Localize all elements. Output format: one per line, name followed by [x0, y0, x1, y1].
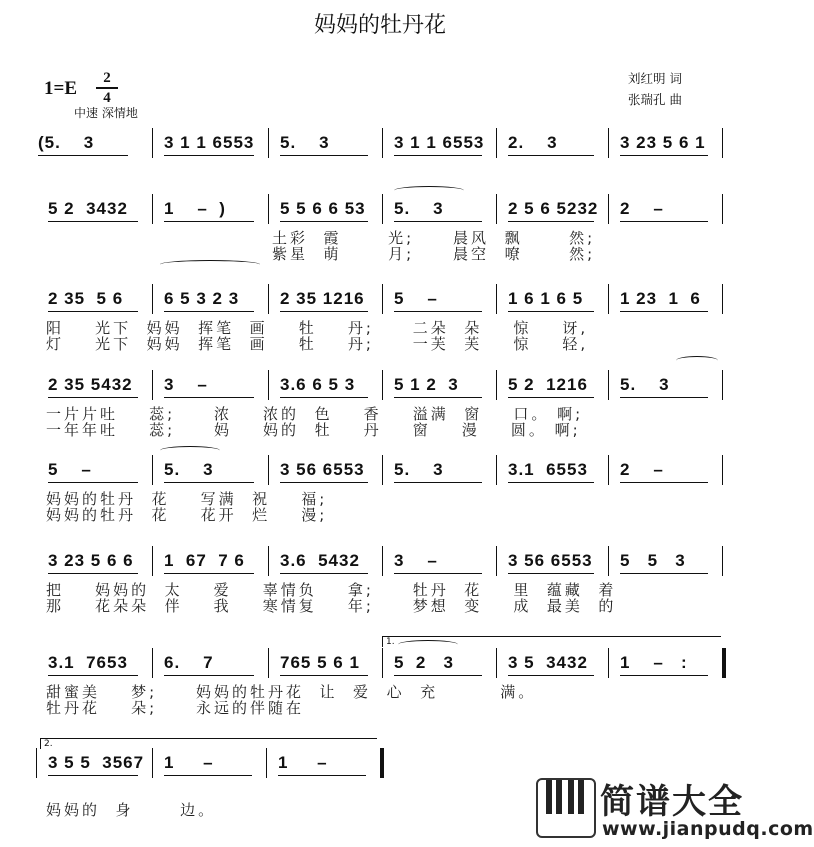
- beam: [48, 775, 138, 776]
- measure: 5. 3: [164, 460, 214, 479]
- measure: 1 67 7 6: [164, 551, 245, 570]
- beam: [508, 482, 594, 483]
- measure: 5. 3: [280, 133, 330, 152]
- measure: 5 1 2 3: [394, 375, 459, 394]
- measure: 5 5 6 6 53: [280, 199, 366, 218]
- beam: [48, 482, 138, 483]
- lyric-line: 妈妈的牡丹 花 写满 祝 福;: [46, 490, 328, 508]
- beam: [394, 311, 482, 312]
- logo-url: www.jianpudq.com: [602, 818, 814, 840]
- measure: 1 6 1 6 5: [508, 289, 584, 308]
- measure: 2. 3: [508, 133, 558, 152]
- measure: 5 2 3432: [48, 199, 128, 218]
- measure: 5 –: [394, 289, 438, 308]
- lyric-line: 妈妈的 身 边。: [46, 801, 217, 819]
- time-signature: [96, 70, 118, 106]
- measure: 3 1 1 6553: [164, 133, 255, 152]
- barline: [722, 455, 723, 485]
- beam: [48, 397, 138, 398]
- measure: 3.1 6553: [508, 460, 588, 479]
- measure: 3 5 5 3567: [48, 753, 145, 772]
- barline: [152, 455, 153, 485]
- beam: [280, 675, 368, 676]
- barline: [608, 194, 609, 224]
- lyric-line: 牡丹花 朵; 永远的伴随在: [46, 699, 304, 717]
- beam: [508, 397, 594, 398]
- barline: [722, 648, 726, 678]
- barline: [608, 370, 609, 400]
- lyric-line: 把 妈妈的 太 爱 辜情负 拿; 牡丹 花 里 蕴藏 着: [46, 581, 617, 599]
- barline: [722, 194, 723, 224]
- barline: [496, 455, 497, 485]
- beam: [394, 573, 482, 574]
- beam: [620, 311, 708, 312]
- barline: [152, 748, 153, 778]
- beam: [164, 775, 252, 776]
- barline: [496, 194, 497, 224]
- beam: [48, 573, 138, 574]
- logo-name: 简谱大全: [600, 782, 744, 822]
- lyric-line: 阳 光下 妈妈 挥笔 画 牡 丹; 二朵 朵 惊 讶,: [46, 319, 589, 337]
- measure: 5 –: [48, 460, 92, 479]
- beam: [394, 155, 482, 156]
- beam: [164, 482, 254, 483]
- tempo-marking: 中速 深情地: [74, 106, 138, 120]
- lyric-line: 土彩 霞 光; 晨风 飘 然;: [272, 229, 596, 247]
- lyricist-credit: 刘红明 词: [628, 71, 682, 86]
- barline: [152, 370, 153, 400]
- barline: [152, 284, 153, 314]
- beam: [48, 311, 138, 312]
- measure: 3 23 5 6 1: [620, 133, 706, 152]
- barline: [722, 370, 723, 400]
- barline: [268, 546, 269, 576]
- beam: [164, 221, 254, 222]
- barline: [382, 648, 383, 678]
- barline: [382, 284, 383, 314]
- measure: 5 2 3: [394, 653, 454, 672]
- lyric-line: 一片片吐 蕊; 浓 浓的 色 香 溢满 窗 口。 啊;: [46, 405, 584, 423]
- measure: 3 56 6553: [508, 551, 593, 570]
- measure: 5. 3: [394, 199, 444, 218]
- barline: [268, 370, 269, 400]
- barline: [722, 128, 723, 158]
- measure: 5. 3: [620, 375, 670, 394]
- lyric-line: 那 花朵朵 伴 我 寒情复 年; 梦想 变 成 最美 的: [46, 597, 617, 615]
- barline: [496, 546, 497, 576]
- beam: [394, 397, 482, 398]
- barline: [496, 128, 497, 158]
- beam: [620, 221, 708, 222]
- barline: [152, 194, 153, 224]
- beam: [164, 573, 254, 574]
- beam: [164, 311, 254, 312]
- beam: [620, 573, 708, 574]
- time-denominator: 4: [103, 90, 111, 106]
- beam: [280, 221, 368, 222]
- slur: [394, 186, 464, 195]
- beam: [48, 221, 138, 222]
- beam: [508, 675, 594, 676]
- barline: [496, 370, 497, 400]
- beam: [620, 397, 708, 398]
- barline: [722, 546, 723, 576]
- second-ending-bracket: [40, 738, 377, 749]
- barline: [382, 128, 383, 158]
- measure: 3.6 6 5 3: [280, 375, 356, 394]
- measure: 5. 3: [394, 460, 444, 479]
- measure: 1 –: [164, 753, 214, 772]
- barline: [268, 194, 269, 224]
- site-logo[interactable]: [536, 772, 814, 844]
- time-numerator: 2: [103, 70, 111, 86]
- measure: 3.1 7653: [48, 653, 128, 672]
- piano-keys-icon: [536, 778, 596, 838]
- measure: 765 5 6 1: [280, 653, 360, 672]
- barline: [382, 455, 383, 485]
- slur: [676, 356, 718, 365]
- beam: [278, 775, 366, 776]
- barline: [608, 648, 609, 678]
- key-signature: 1=E: [44, 78, 77, 99]
- barline: [382, 546, 383, 576]
- beam: [48, 675, 138, 676]
- beam: [280, 482, 368, 483]
- barline: [152, 648, 153, 678]
- measure: 1 23 1 6: [620, 289, 701, 308]
- measure: 2 35 1216: [280, 289, 365, 308]
- slur: [398, 640, 458, 649]
- barline: [382, 194, 383, 224]
- measure: 2 –: [620, 199, 664, 218]
- barline: [268, 648, 269, 678]
- barline: [722, 284, 723, 314]
- beam: [508, 573, 594, 574]
- composer-credit: 张瑞孔 曲: [628, 92, 682, 107]
- beam: [620, 675, 708, 676]
- measure: 1 – :: [620, 653, 688, 672]
- beam: [508, 155, 594, 156]
- measure: 5 2 1216: [508, 375, 588, 394]
- measure: 3.6 5432: [280, 551, 360, 570]
- measure: 5 5 3: [620, 551, 686, 570]
- barline: [36, 748, 37, 778]
- lyric-line: 一年年吐 蕊; 妈 妈的 牡 丹 窗 漫 圆。 啊;: [46, 421, 581, 439]
- barline: [266, 748, 267, 778]
- barline: [268, 455, 269, 485]
- measure: 2 35 5432: [48, 375, 133, 394]
- barline: [382, 370, 383, 400]
- beam: [508, 311, 594, 312]
- barline: [152, 546, 153, 576]
- score-title: 妈妈的牡丹花: [313, 13, 446, 38]
- beam: [620, 482, 708, 483]
- barline: [380, 748, 384, 778]
- barline: [268, 284, 269, 314]
- first-ending-label: 1.: [386, 637, 395, 647]
- beam: [394, 221, 482, 222]
- barline: [608, 284, 609, 314]
- measure: 3 23 5 6 6: [48, 551, 134, 570]
- beam: [508, 221, 594, 222]
- beam: [280, 573, 368, 574]
- measure: 6. 7: [164, 653, 214, 672]
- slur: [160, 260, 260, 269]
- measure: 1 – ): [164, 199, 226, 218]
- beam: [38, 155, 128, 156]
- measure: 3 1 1 6553: [394, 133, 485, 152]
- measure: 3 –: [164, 375, 208, 394]
- measure: (5. 3: [38, 133, 95, 152]
- measure: 6 5 3 2 3: [164, 289, 240, 308]
- measure: 3 –: [394, 551, 438, 570]
- beam: [394, 675, 482, 676]
- barline: [496, 284, 497, 314]
- slur: [160, 446, 220, 455]
- beam: [620, 155, 708, 156]
- beam: [164, 155, 254, 156]
- barline: [608, 546, 609, 576]
- second-ending-label: 2.: [44, 739, 53, 749]
- barline: [608, 128, 609, 158]
- credits: [628, 68, 682, 110]
- lyric-line: 灯 光下 妈妈 挥笔 画 牡 丹; 一芙 芙 惊 轻,: [46, 335, 589, 353]
- lyric-line: 妈妈的牡丹 花 花开 烂 漫;: [46, 506, 328, 524]
- beam: [280, 311, 368, 312]
- beam: [280, 397, 368, 398]
- barline: [608, 455, 609, 485]
- measure: 2 5 6 5232: [508, 199, 599, 218]
- barline: [496, 648, 497, 678]
- barline: [152, 128, 153, 158]
- beam: [164, 397, 254, 398]
- measure: 3 5 3432: [508, 653, 588, 672]
- measure: 1 –: [278, 753, 328, 772]
- beam: [164, 675, 254, 676]
- beam: [280, 155, 368, 156]
- measure: 2 –: [620, 460, 664, 479]
- beam: [394, 482, 482, 483]
- barline: [268, 128, 269, 158]
- lyric-line: 甜蜜美 梦; 妈妈的牡丹花 让 爱 心 充 满。: [46, 683, 537, 701]
- lyric-line: 紫星 萌 月; 晨空 嘹 然;: [272, 245, 596, 263]
- measure: 3 56 6553: [280, 460, 365, 479]
- measure: 2 35 5 6: [48, 289, 124, 308]
